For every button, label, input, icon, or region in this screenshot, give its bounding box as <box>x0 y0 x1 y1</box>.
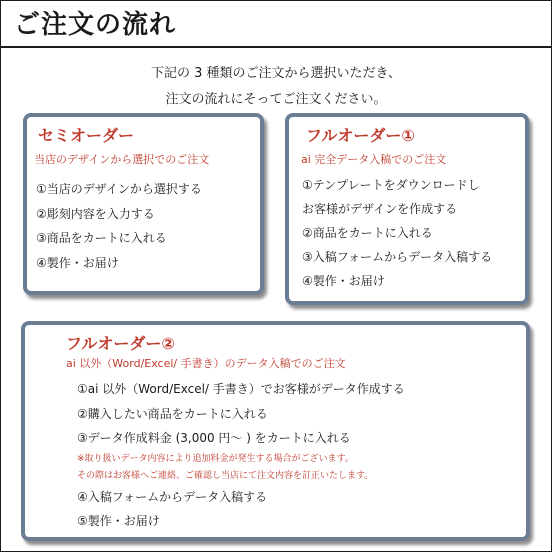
semi-order-steps <box>36 177 202 275</box>
step-item: ③商品をカートに入れる <box>36 231 167 245</box>
step-item: ④入稿フォームからデータ入稿する <box>77 489 268 504</box>
step-item: ③データ作成料金 (3,000 円～ ) をカートに入れる <box>77 431 351 445</box>
title-divider <box>0 46 552 48</box>
full-order-1-steps <box>302 173 492 293</box>
step-item: ①ai 以外（Word/Excel/ 手書き）でお客様がデータ作成する <box>77 382 405 396</box>
step-item: ④製作・お届け <box>36 255 119 270</box>
step-item: ①当店のデザインから選択する <box>36 182 202 196</box>
step-item: ③入稿フォームからデータ入稿する <box>302 250 493 264</box>
full-order-2-subtitle: ai 以外（Word/Excel/ 手書き）のデータ入稿でのご注文 <box>66 357 346 370</box>
step-item: ④製作・お届け <box>302 274 385 288</box>
step-item: ②商品をカートに入れる <box>302 226 433 240</box>
note-item: その際はお客様へご連絡、ご確認し当店にて注文内容を訂正いたします。 <box>77 470 374 481</box>
full-order-1-heading: フルオーダー① <box>306 126 415 145</box>
full-order-2-card <box>21 321 530 541</box>
full-order-2-heading: フルオーダー② <box>66 334 175 353</box>
step-item: ⑤製作・お届け <box>77 514 160 528</box>
semi-order-heading: セミオーダー <box>38 126 135 145</box>
step-item: ①テンプレートをダウンロードし <box>302 178 480 192</box>
step-item: お客様がデザインを作成する <box>302 202 458 216</box>
intro-line-1: 下記の 3 種類のご注文から選択いただき、 <box>150 66 402 81</box>
step-item: ②購入したい商品をカートに入れる <box>77 406 268 421</box>
note-item: ※取り扱いデータ内容により追加料金が発生する場合がございます。 <box>77 453 354 464</box>
full-order-1-subtitle: ai 完全データ入稿でのご注文 <box>301 153 447 166</box>
full-order-1-card <box>285 113 529 305</box>
full-order-2-steps <box>77 377 405 534</box>
step-item: ②彫刻内容を入力する <box>36 206 155 221</box>
intro-line-2: 注文の流れにそってご注文ください。 <box>165 92 387 107</box>
semi-order-subtitle: 当店のデザインから選択でのご注文 <box>34 153 210 166</box>
page-title: ご注文の流れ <box>14 10 177 40</box>
semi-order-card <box>23 113 264 295</box>
